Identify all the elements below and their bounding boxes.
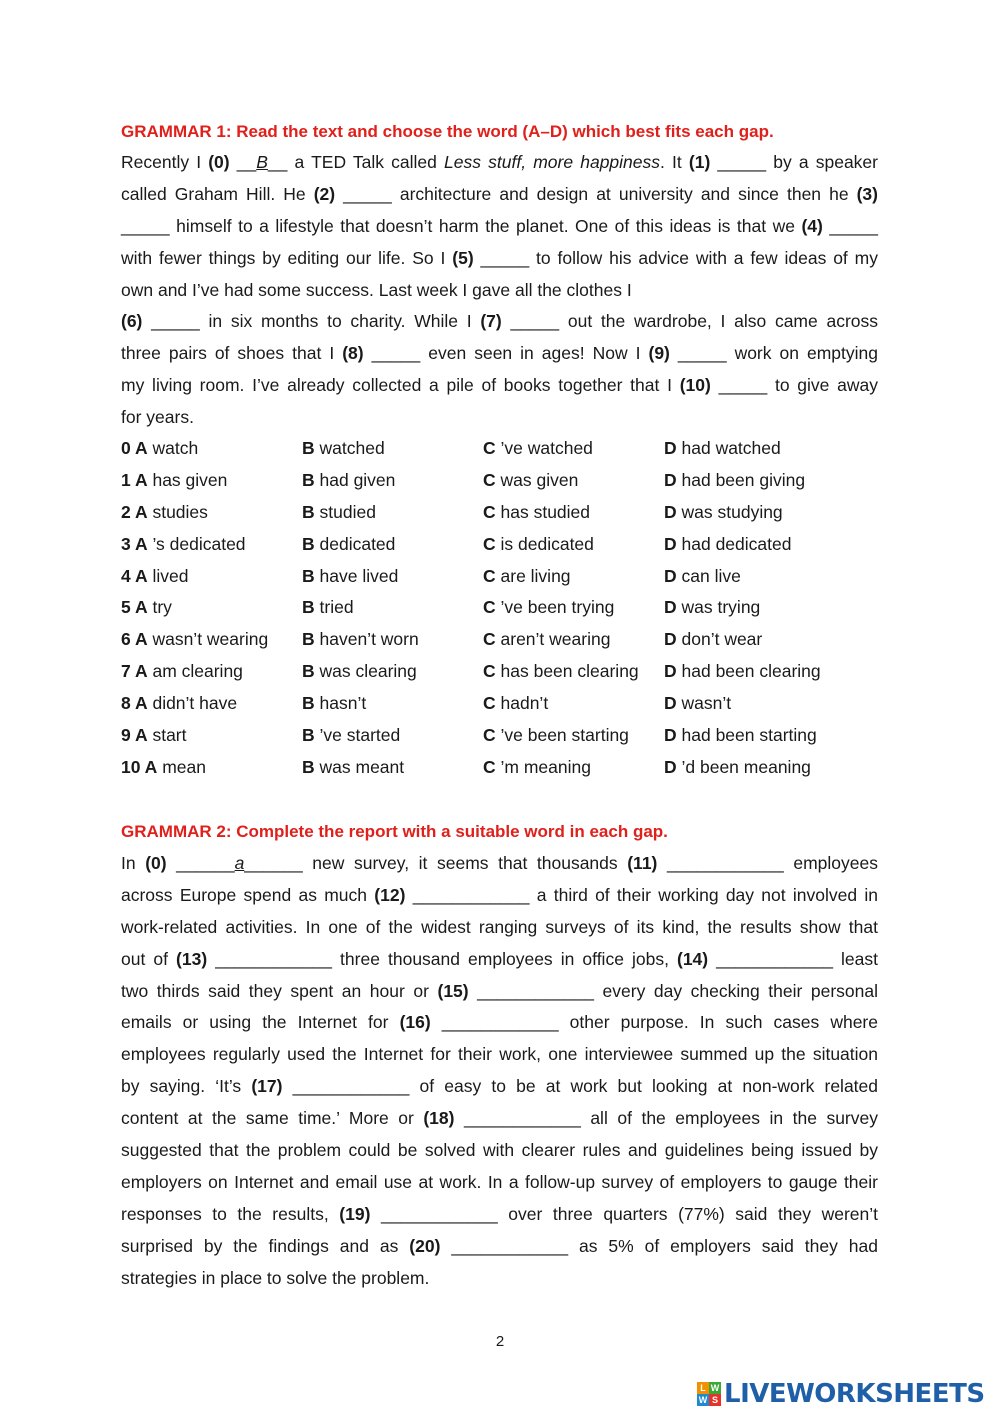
text-segment: ____________ other purpose. In such cases where [430,1012,878,1033]
option-c: C was given [483,469,579,490]
gap-number: (0) [208,152,230,172]
text-segment: by saying. ‘It’s [121,1076,252,1097]
logo-text: LIVEWORKSHEETS [724,1379,985,1409]
gap-number: (18) [423,1108,455,1129]
text-line [121,1231,878,1263]
option-b: B ’ve started [302,725,401,746]
gap-number: (15) [437,980,469,1001]
text-segment: _____ himself to a lifestyle that doesn’t harm the planet. One of this ideas is that we [121,215,802,236]
grammar2-text [121,848,878,1294]
gap-number: (10) [679,375,711,396]
text-line [121,1039,878,1071]
option-row [121,529,878,561]
option-b: B dedicated [302,533,396,554]
text-segment: my living room. I’ve already collected a pile of books together that I [121,375,680,396]
option-c: C has studied [483,501,591,522]
text-segment: employers on Internet and email use at work. In a follow-up survey of employers to gauge their [121,1171,878,1192]
text-line [121,912,878,944]
text-segment: a [234,853,245,873]
text-line [121,880,878,912]
gap-number: (20) [409,1235,441,1256]
text-segment: _____ to give away [710,375,878,396]
gap-number: (8) [342,343,364,364]
text-segment: __ [229,152,257,172]
text-segment: ____________ three thousand employees in office jobs, [207,948,677,969]
text-segment: B [256,152,268,172]
option-a: 6 A wasn’t wearing [121,629,269,650]
text-segment: surprised by the findings and as [121,1235,410,1256]
option-a: 3 A ’s dedicated [121,533,246,554]
gap-number: (5) [452,247,474,268]
option-c: C ’m meaning [483,756,591,777]
text-line [121,1263,878,1295]
text-segment: own and I’ve had some success. Last week I gave all the clothes I [121,279,632,300]
text-line [121,402,878,434]
option-c: C hadn’t [483,693,549,714]
option-b: B haven’t worn [302,629,419,650]
text-segment: for years. [121,407,194,428]
text-segment: . It [660,152,689,172]
text-segment: ____________ employees [657,853,878,873]
logo-mark-icon: L W W S [698,1383,720,1405]
text-line [121,848,878,880]
option-d: D had been clearing [664,661,821,682]
text-segment: called Graham Hill. He [121,183,314,204]
text-segment: across Europe spend as much [121,884,375,905]
gap-number: (13) [176,948,208,969]
text-segment: _____ even seen in ages! Now I [363,343,649,364]
text-segment: ____________ every day checking their personal [468,980,878,1001]
option-row [121,561,878,593]
gap-number: (17) [251,1076,283,1097]
grammar1-text [121,147,878,434]
text-line [121,338,878,370]
option-row [121,433,878,465]
text-segment: _____ architecture and design at university and since then he [335,183,857,204]
option-d: D don’t wear [664,629,763,650]
text-segment: ____________ as 5% of employers said they had [440,1235,878,1256]
option-row [121,497,878,529]
text-line [121,1135,878,1167]
text-segment: _____ out the wardrobe, I also came across [501,311,879,332]
option-d: D ’d been meaning [664,756,811,777]
text-line [121,306,878,338]
option-b: B hasn’t [302,693,367,714]
option-d: D had watched [664,438,781,458]
text-segment: work-related activities. In one of the widest ranging surveys of its kind, the results show that [121,916,878,937]
text-segment: _____ by a speaker [710,152,878,172]
text-segment: ____________ of easy to be at work but looking at non-work related [282,1076,878,1097]
option-d: D wasn’t [664,693,732,714]
option-c: C ’ve been trying [483,597,615,618]
text-segment: _____ in six months to charity. While I [142,311,481,332]
option-b: B had given [302,469,396,490]
option-b: B tried [302,597,354,618]
text-segment: with fewer things by editing our life. So I [121,247,453,268]
text-line [121,370,878,402]
text-segment: content at the same time.’ More or [121,1108,424,1129]
text-segment: Less stuff, more happiness [444,152,661,172]
gap-number: (1) [688,152,711,172]
option-a: 5 A try [121,597,172,618]
option-b: B was clearing [302,661,417,682]
gap-number: (14) [677,948,709,969]
text-line [121,944,878,976]
option-d: D was studying [664,501,783,522]
option-a: 1 A has given [121,469,228,490]
text-line [121,243,878,275]
text-line [121,147,878,179]
option-a: 0 A watch [121,438,199,458]
liveworksheets-logo [697,1379,985,1409]
text-segment: ____________ least [708,948,878,969]
text-line [121,1167,878,1199]
option-row [121,720,878,752]
grammar1-heading: GRAMMAR 1: Read the text and choose the word (A–D) which best fits each gap. [121,122,774,141]
text-segment: ____________ over three quarters (77%) said they weren’t [370,1203,878,1224]
gap-number: (16) [399,1012,431,1033]
text-segment: out of [121,948,177,969]
text-segment: Recently I [121,152,209,172]
text-line [121,275,878,307]
grammar2-heading: GRAMMAR 2: Complete the report with a suitable word in each gap. [121,822,668,841]
option-c: C aren’t wearing [483,629,611,650]
option-row [121,465,878,497]
option-a: 10 A mean [121,756,206,777]
gap-number: (2) [313,183,336,204]
text-line [121,211,878,243]
text-segment: responses to the results, [121,1203,340,1224]
gap-number: (19) [339,1203,371,1224]
text-segment: three pairs of shoes that I [121,343,343,364]
option-a: 2 A studies [121,501,208,522]
option-c: C has been clearing [483,661,639,682]
gap-number: (7) [480,311,502,332]
gap-number: (11) [627,853,658,873]
option-c: C is dedicated [483,533,594,554]
text-segment: emails or using the Internet for [121,1012,400,1033]
gap-number: (12) [374,884,406,905]
text-segment: _____ work on emptying [669,343,878,364]
text-segment: ______ new survey, it seems that thousands [244,853,628,873]
option-b: B studied [302,501,376,522]
option-d: D can live [664,565,741,586]
option-row [121,752,878,784]
text-segment: two thirds said they spent an hour or [121,980,438,1001]
option-d: D had dedicated [664,533,792,554]
text-line [121,976,878,1008]
text-segment: strategies in place to solve the problem. [121,1267,430,1288]
option-a: 4 A lived [121,565,189,586]
page-number: 2 [495,1333,505,1350]
text-line [121,179,878,211]
option-d: D was trying [664,597,761,618]
text-segment: suggested that the problem could be solved with clearer rules and guidelines being issued by [121,1140,878,1161]
gap-number: (4) [801,215,823,236]
text-segment: _____ [822,215,878,236]
option-c: C are living [483,565,571,586]
text-segment: __ a TED Talk called [267,152,445,172]
text-line [121,1199,878,1231]
option-c: C ’ve been starting [483,725,629,746]
option-row [121,656,878,688]
option-b: B was meant [302,756,405,777]
option-a: 9 A start [121,725,187,746]
option-d: D had been starting [664,725,817,746]
option-row [121,624,878,656]
gap-number: (0) [145,853,167,873]
option-b: B have lived [302,565,399,586]
text-segment: ____________ all of the employees in the survey [454,1108,878,1129]
option-a: 8 A didn’t have [121,693,238,714]
grammar1-options [121,433,878,784]
gap-number: (9) [648,343,670,364]
text-line [121,1103,878,1135]
text-segment: ____________ a third of their working day not involved in [405,884,879,905]
option-row [121,592,878,624]
option-b: B watched [302,438,385,458]
gap-number: (3) [856,183,878,204]
option-a: 7 A am clearing [121,661,243,682]
gap-number: (6) [121,311,143,332]
option-c: C ’ve watched [483,438,593,458]
text-segment: ______ [166,853,235,873]
text-segment: employees regularly used the Internet for their work, one interviewee summed up the situation [121,1044,878,1065]
text-line [121,1007,878,1039]
text-segment: In [121,853,146,873]
text-line [121,1071,878,1103]
option-d: D had been giving [664,469,806,490]
text-segment: _____ to follow his advice with a few ideas of my [473,247,878,268]
option-row [121,688,878,720]
